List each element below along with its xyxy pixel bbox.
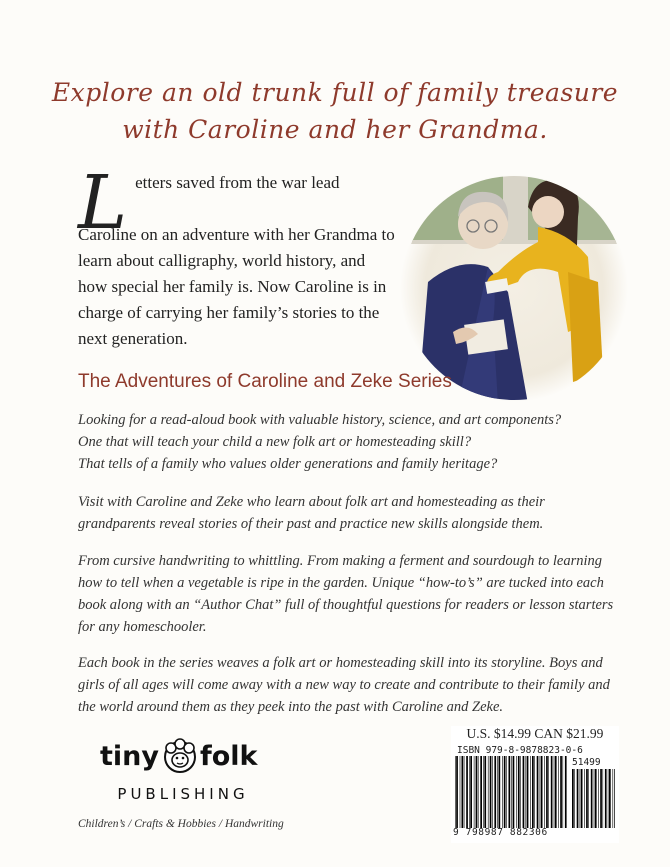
paragraph-read-aloud [78,409,618,475]
barcode-addon-number: 51499 [572,757,601,768]
drop-cap: L [78,160,128,246]
sheep-icon [160,737,200,777]
p1-line-1: Looking for a read-aloud book with valuable history, science, and art components? [78,412,562,428]
isbn: ISBN 979-8-9878823-0-6 [457,745,583,756]
tagline [0,74,670,148]
series-heading: The Adventures of Caroline and Zeke Series [78,371,452,392]
tagline-line-2: with Caroline and her Grandma. [122,115,548,144]
intro-paragraph: Caroline on an adventure with her Grandma to learn about calligraphy, world history, and how special her family is. Now Caroline is in charge of carrying her family’s stories to the next generation. [78,225,395,348]
paragraph-cursive: From cursive handwriting to whittling. From making a ferment and sourdough to learning how to tell when a vegetable is ripe in the garden. Unique “how-to’s” are tucked into each book along with an “Author Chat” full of thoughtful questions for readers or lesson starters for any homeschooler. [78,553,614,635]
tagline-line-1: Explore an old trunk full of family treasure [51,78,619,107]
categories: Children’s / Crafts & Hobbies / Handwriting [78,818,284,830]
paragraph-visit: Visit with Caroline and Zeke who learn about folk art and homesteading as their grandparents reveal stories of their past and practice new skills alongside them. [78,494,545,532]
intro-first-line-text: etters saved from the war lead [135,173,340,192]
publisher-logo [100,735,270,805]
logo-folk-text: folk [200,741,258,772]
logo-tiny-text: tiny [100,741,159,772]
barcode-addon-bars [572,769,615,828]
paragraph-each-book: Each book in the series weaves a folk art or homesteading skill into its storyline. Boys and girls of all ages will come away with a new way to create and contribute to their family and the world around them as they peek into the past with Caroline and Zeke. [78,655,610,715]
logo-publishing-text: PUBLISHING [117,785,249,803]
barcode-digits: 9 798987 882306 [453,827,548,838]
grandma-hug-illustration [398,172,630,404]
price: U.S. $14.99 CAN $21.99 [466,726,604,741]
p1-line-3: That tells of a family who values older generations and family heritage? [78,456,498,472]
barcode-main-bars [455,756,567,828]
barcode [451,726,619,843]
p1-line-2: One that will teach your child a new folk art or homesteading skill? [78,434,472,450]
